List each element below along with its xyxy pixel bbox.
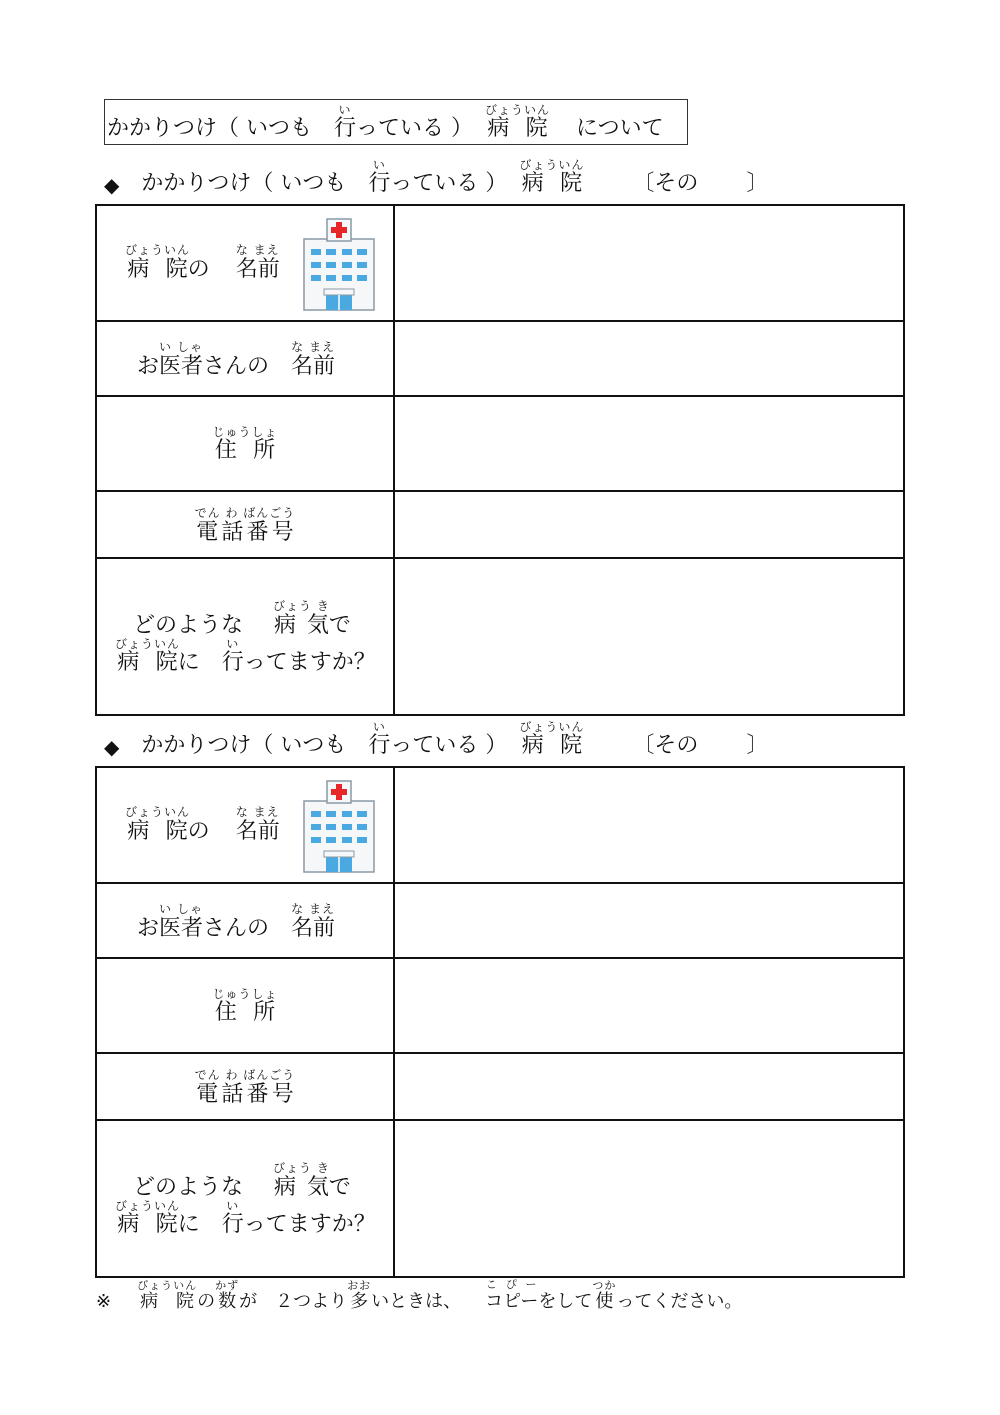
- title-ruby-byouin: 病 院びょういん: [485, 103, 551, 141]
- doctor-name-label-cell: お医者い しゃさんの 名前な まえ: [96, 883, 394, 958]
- hospital-name-input-cell[interactable]: [394, 767, 904, 883]
- hospital-name-label-cell: 病 院びょういんの 名前な まえ: [96, 205, 394, 321]
- address-input-cell[interactable]: [394, 396, 904, 491]
- phone-label-cell: 電話番号でん わ ばんごう: [96, 1053, 394, 1120]
- illness-label-cell: どのような 病 気びょう きで 病 院びょういんに 行いってますか？: [96, 1120, 394, 1277]
- hospital-building-icon: [303, 779, 375, 873]
- page-title: かかりつけ（ いつも 行い っている ） 病 院びょういん について: [104, 99, 688, 145]
- hospital-name-input-cell[interactable]: [394, 205, 904, 321]
- address-label-cell: 住 所じゅうしょ: [96, 396, 394, 491]
- phone-input-cell[interactable]: [394, 1053, 904, 1120]
- hospital-name-label-cell: 病 院びょういんの 名前な まえ: [96, 767, 394, 883]
- diamond-bullet: ◆: [104, 735, 120, 759]
- address-label-cell: 住 所じゅうしょ: [96, 958, 394, 1053]
- sono-number-field: 〔その 〕: [632, 171, 769, 196]
- phone-input-cell[interactable]: [394, 491, 904, 558]
- title-ruby-iku: 行い: [334, 103, 357, 141]
- section-2-heading: ◆ かかりつけ（ いつも 行い っている ） 病 院びょういん 〔その 〕: [104, 720, 769, 759]
- doctor-name-input-cell[interactable]: [394, 883, 904, 958]
- illness-input-cell[interactable]: [394, 558, 904, 715]
- phone-label-cell: 電話番号でん わ ばんごう: [96, 491, 394, 558]
- illness-input-cell[interactable]: [394, 1120, 904, 1277]
- doctor-name-label-cell: お医者い しゃさんの 名前な まえ: [96, 321, 394, 396]
- diamond-bullet: ◆: [104, 173, 120, 197]
- sono-number-field: 〔その 〕: [632, 733, 769, 758]
- section-1-heading: ◆ かかりつけ（ いつも 行い っている ） 病 院びょういん 〔その 〕: [104, 158, 769, 197]
- address-input-cell[interactable]: [394, 958, 904, 1053]
- hospital-info-table-2: [95, 766, 905, 1278]
- illness-label-cell: どのような 病 気びょう きで 病 院びょういんに 行いってますか？: [96, 558, 394, 715]
- hospital-info-table-1: [95, 204, 905, 716]
- hospital-building-icon: [303, 217, 375, 311]
- footnote: ※ 病 院びょういん の 数かず が ２つより 多おお いときは、 コピーこ ぴ ー をして 使つか ってください。: [96, 1278, 743, 1312]
- doctor-name-input-cell[interactable]: [394, 321, 904, 396]
